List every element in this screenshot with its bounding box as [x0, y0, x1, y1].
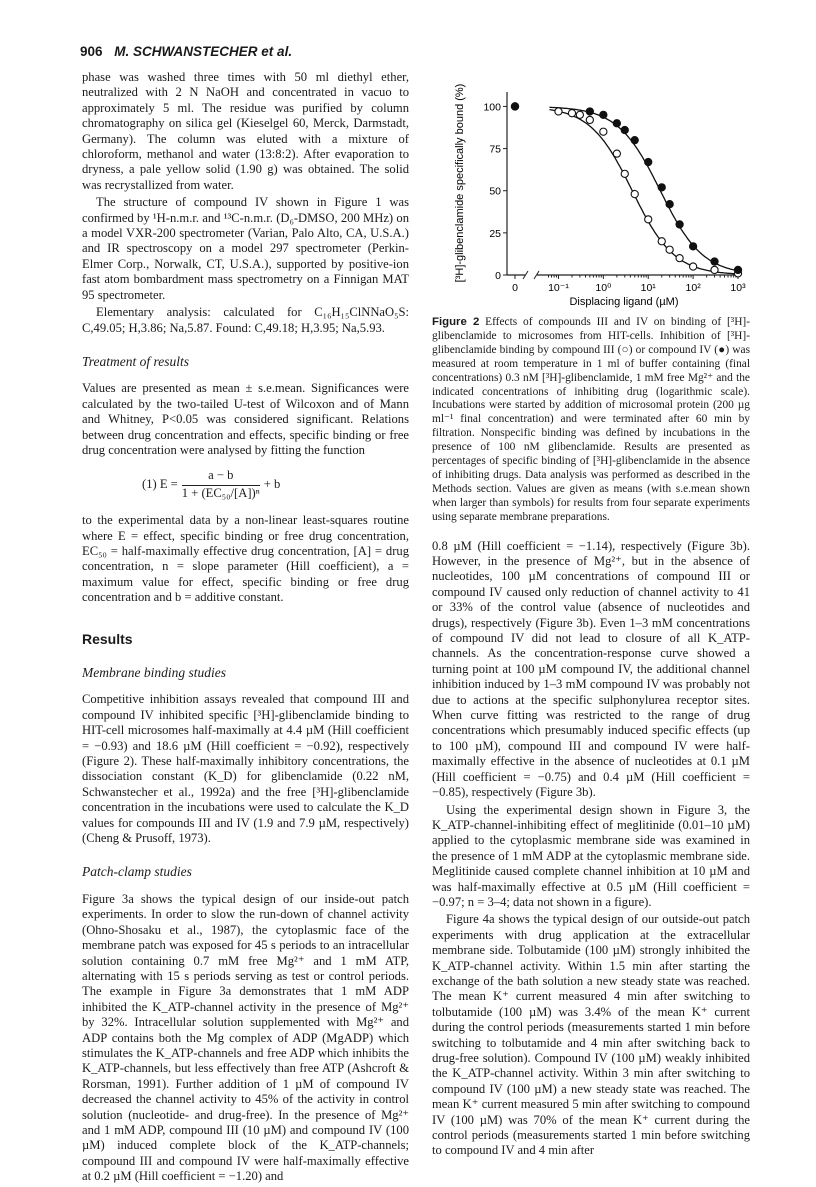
- x-tick-label: 10³: [730, 282, 746, 294]
- compound-iv-point: [586, 108, 593, 115]
- axis-break-mark: [523, 271, 539, 279]
- compound-iv-point: [690, 243, 697, 250]
- x-axis-label: Displacing ligand (µM): [569, 296, 679, 308]
- compound-iii-point: [568, 110, 575, 117]
- section-heading-patch: Patch-clamp studies: [82, 864, 192, 880]
- caption-label: Figure 2: [432, 316, 480, 328]
- figure-2: [432, 70, 750, 310]
- paragraph: Competitive inhibition assays revealed that compound III and compound IV inhibited specific [³H]-glibenclamide binding to HIT-cell microsomes half-maximally at 4.4 µM (Hill coefficient = −0.93) and 18.6 µM (Hill coefficient = −0.92), respectively (Figure 2). These half-maximally inhibitory concentrations, the dissociation constant (K_D) for glibenclamide (0.22 nM, Schwanstecher et al., 1992a) and the free [³H]-glibenclamide concentration in the incubations were used to calculate the K_D values for compounds III and IV (1.9 and 7.9 µM, respectively) (Cheng & Prusoff, 1973).: [82, 692, 409, 846]
- paragraph: Figure 4a shows the typical design of our outside-out patch experiments with drug application at the extracellular membrane side. Tolbutamide (100 µM) strongly inhibited the K_ATP-channel activity. Within 1.5 min after starting the exchange of the bath solution a new steady state was reached. The mean K⁺ current measured 4 min after switching to tolbutamide (100 µM) was 3.4% of the mean K⁺ current during the control periods (measurements started 1 min before switching to tolbutamide and 4 min after switching back to drug-free solution). Compound IV (100 µM) weakly inhibited the K_ATP-channel activity. Within 3 min after switching to compound IV (100 µM) a new steady state was reached. The mean K⁺ current measured 5 min after switching to compound IV (100 µM) was 70% of the mean K⁺ current during the control periods (measurements started 1 min before switching to compound IV and 4 min after: [432, 912, 750, 1158]
- fit-curve-2: [550, 107, 739, 270]
- equation-tail: + b: [263, 477, 281, 492]
- page-number: 906: [80, 44, 103, 59]
- compound-iii-point: [711, 266, 718, 273]
- compound-iv-point: [645, 158, 652, 165]
- compound-iii-point: [613, 150, 620, 157]
- paragraph: phase was washed three times with 50 ml diethyl ether, neutralized with 2 N NaOH and concentrated in vacuo to approximately 5 ml. The residue was purified by column chromatography on silica gel (Kieselgel 60, Merck, Darmstadt, Germany). The column was eluted with a mixture of chloroform, methanol and water (13:8:2). After evaporation to dryness, a pale yellow solid (1.90 g) was obtained. The solid was recrystallized from water.: [82, 70, 409, 192]
- y-tick-label: 100: [483, 101, 501, 114]
- compound-iii-point: [690, 263, 697, 270]
- compound-iii-point: [666, 246, 673, 253]
- running-authors: M. SCHWANSTECHER et al.: [114, 44, 293, 59]
- y-tick-label: 0: [495, 270, 501, 282]
- section-heading-results: Results: [82, 630, 133, 647]
- compound-iv-point: [613, 120, 620, 127]
- equation-1: [142, 468, 409, 501]
- figure-caption: [432, 316, 750, 525]
- paragraph: Values are presented as mean ± s.e.mean. Significances were calculated by the two-tailed U-test of Wilcoxon and of Mann and Whitney, P<0.05 was considered significant. Relations between drug concentration and effects, specific binding or free drug concentration were analysed by fitting the function: [82, 381, 409, 457]
- fit-curve-1: [550, 110, 739, 274]
- x-tick-label: 10¹: [640, 282, 656, 294]
- equation-label: (1) E =: [142, 477, 178, 492]
- compound-iv-point: [711, 258, 718, 265]
- paragraph: 0.8 µM (Hill coefficient = −1.14), respectively (Figure 3b). However, in the presence of Mg²⁺, but in the absence of nucleotides, 100 µM concentrations of compound III or compound IV caused only reduction of channel activity to 41 or 33% of the control value (absence of nucleotides and drugs), respectively (Figure 3b). Even 1–3 mM concentrations of compound IV did not lead to closure of all K_ATP-channels. As the concentration-response curve showed a turning point at 100 µM compound IV, the additional channel inhibition induced by 1–3 mM compound IV was probably not due to actions at the specific sulphonylurea receptor sites. When curve fitting was restricted to the range of drug concentrations which presumably induced specific effects (up to 100 µM), compound III and compound IV were half-maximally effective in the absence of nucleotides at 0.1 µM (Hill coefficient = −0.75) and 0.4 µM (Hill coefficient = −0.85), respectively (Figure 3b).: [432, 538, 750, 800]
- equation-fraction: [182, 468, 260, 501]
- x-tick-label: 10²: [685, 282, 701, 294]
- binding-chart: [432, 70, 750, 310]
- compound-iv-point: [734, 266, 741, 273]
- paragraph: The structure of compound IV shown in Figure 1 was confirmed by ¹H-n.m.r. and ¹³C-n.m.r. (D₆-DMSO, 200 MHz) on a model VXR-200 spectrometer (Varian, Palo Alto, CA, U.S.A.) and IR spectroscopy on a model 297 spectrometer (Perkin-Elmer Corp., Norwalk, CT, U.S.A.), supported by positive-ion fast atom bombardment mass spectrometry on a Finnigan MAT 95 spectrometer.: [82, 195, 409, 302]
- compound-iv-point: [621, 126, 628, 133]
- compound-iii-point: [586, 116, 593, 123]
- section-heading-membrane: Membrane binding studies: [82, 665, 226, 680]
- x-tick-label: 10⁻¹: [548, 282, 569, 294]
- left-column: [82, 70, 409, 1187]
- y-tick-label: 25: [489, 227, 501, 240]
- paragraph: Using the experimental design shown in Figure 3, the K_ATP-channel-inhibiting effect of meglitinide (0.01–10 µM) applied to the cytoplasmic membrane side was examined in the presence of 1 mM ADP at the cytoplasmic membrane side. Meglitinide caused complete channel inhibition at 10 µM and was half-maximally effective at 0.5 µM (Hill coefficient = −0.97; n = 3–4; data not shown in a figure).: [432, 802, 750, 909]
- compound-iii-point: [576, 111, 583, 118]
- compound-iii-point: [645, 216, 652, 223]
- running-header: [80, 44, 292, 59]
- compound-iv-point: [511, 103, 518, 110]
- y-tick-label: 50: [489, 185, 501, 198]
- caption-text: Effects of compounds III and IV on binding of [³H]-glibenclamide to microsomes from HIT-cells. Inhibition of [³H]-glibenclamide binding by compound III (○) or compound IV (●) was measured at room temperature in 1 ml of buffer containing (final concentrations) 0.3 nM [³H]-glibenclamide, 1 mM free Mg²⁺ and the indicated concentrations of inhibiting drug (logarithmic scale). Incubations were started by addition of microsomal protein (200 µg ml⁻¹ final concentration) and were terminated after 60 min by filtration. Nonspecific binding was defined by incubations in the presence of 100 nM glibenclamide. Results are presented as percentages of specific binding of [³H]-glibenclamide in the absence of inhibiting drugs. Data analysis was performed as described in the Methods section. Values are given as means (with s.e.mean shown when larger than symbols) for results from four separate experiments using separate membrane preparations.: [432, 316, 751, 523]
- compound-iii-point: [658, 238, 665, 245]
- paragraph: to the experimental data by a non-linear least-squares routine where E = effect, specific binding or free drug concentration, EC₅₀ = half-maximally effective drug concentration, [A] = drug concentration, n = slope parameter (Hill coefficient), a = maximum value for effect, specific binding or free drug concentration and b = additive constant.: [82, 513, 409, 605]
- y-tick-label: 75: [489, 143, 501, 156]
- compound-iii-point: [555, 108, 562, 115]
- compound-iv-point: [658, 184, 665, 191]
- section-heading-treatment: Treatment of results: [82, 353, 190, 369]
- right-column: [432, 70, 750, 1161]
- compound-iii-point: [676, 255, 683, 262]
- compound-iv-point: [666, 201, 673, 208]
- equation-denominator: 1 + (EC₅₀/[A])ⁿ: [181, 485, 260, 500]
- y-axis-label: [³H]-glibenclamide specifically bound (%): [454, 83, 466, 283]
- equation-numerator: a − b: [182, 468, 260, 485]
- compound-iii-point: [621, 170, 628, 177]
- compound-iii-point: [600, 128, 607, 135]
- paragraph: Elementary analysis: calculated for C₁₆H₁₅ClNNaO₅S: C,49.05; H,3.86; Na,5.87. Found: C,49.18; H,3.95; Na,5.93.: [82, 305, 409, 335]
- paragraph: Figure 3a shows the typical design of our inside-out patch experiments. In order to slow the run-down of channel activity (Ohno-Shosaku et al., 1987), the cytoplasmic face of the membrane patch was exposed for 45 s periods to an intracellular solution containing 0.7 mM free Mg²⁺ and 1 mM ATP, alternating with 15 s periods serving as test or control periods. The example in Figure 3a demonstrates that 1 mM ADP inhibited the K_ATP-channel activity in the presence of Mg²⁺ by 32%. Intracellular solution supplemented with Mg²⁺ and ADP contains both the Mg complex of ADP (MgADP) which stimulates the K_ATP-channels and free ADP which inhibits the K_ATP-channels, but less effectively than free ATP (Ashcroft & Rorsman, 1991). Further addition of 1 µM of compound IV decreased the channel activity to 45% of the activity in control solution (nucleotide- and drug-free). In the presence of Mg²⁺ and 1 mM ADP, compound III (10 µM) and compound IV (100 µM) induced complete block of the K_ATP-channels; compound III and compound IV were half-maximally effective at 0.2 µM (Hill coefficient = −1.20) and: [82, 891, 409, 1184]
- compound-iv-point: [676, 221, 683, 228]
- compound-iii-point: [631, 190, 638, 197]
- x-tick-label: 10⁰: [595, 282, 612, 294]
- compound-iv-point: [631, 137, 638, 144]
- compound-iv-point: [600, 111, 607, 118]
- x-tick-label: 0: [512, 282, 518, 294]
